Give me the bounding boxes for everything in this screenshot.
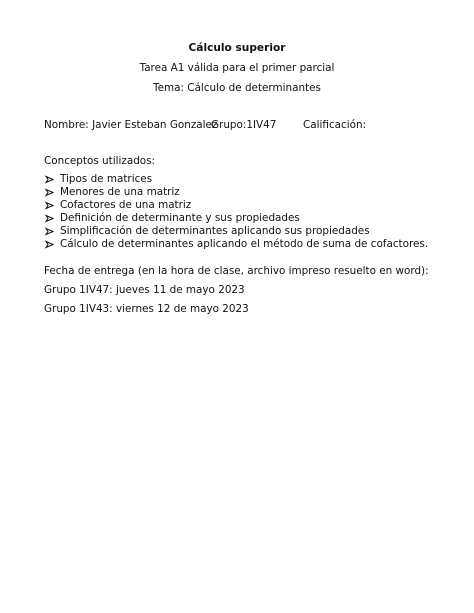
list-item-text: Menores de una matriz	[60, 186, 180, 198]
arrow-bullet-icon	[44, 173, 56, 186]
student-name: Nombre: Javier Esteban Gonzalez	[44, 119, 218, 131]
document-title: Cálculo superior	[188, 42, 286, 54]
delivery-date-group-1iv43: Grupo 1IV43: viernes 12 de mayo 2023	[44, 303, 249, 315]
list-item-text: Tipos de matrices	[60, 173, 153, 185]
grade-label: Calificación:	[303, 119, 367, 131]
concepts-list	[44, 173, 428, 251]
list-item-text: Simplificación de determinantes aplicando sus propiedades	[60, 225, 370, 237]
list-item	[44, 225, 428, 238]
list-item	[44, 238, 428, 251]
list-item	[44, 186, 428, 199]
list-item	[44, 173, 428, 186]
concepts-heading: Conceptos utilizados:	[44, 155, 156, 167]
arrow-bullet-icon	[44, 212, 56, 225]
delivery-date-group-1iv47: Grupo 1IV47: jueves 11 de mayo 2023	[44, 284, 245, 296]
delivery-heading: Fecha de entrega (en la hora de clase, archivo impreso resuelto en word):	[44, 265, 429, 277]
list-item-text: Cálculo de determinantes aplicando el método de suma de cofactores.	[60, 238, 429, 250]
list-item	[44, 199, 428, 212]
arrow-bullet-icon	[44, 238, 56, 251]
list-item-text: Definición de determinante y sus propiedades	[60, 212, 300, 224]
student-info-row	[44, 119, 444, 133]
list-item-text: Cofactores de una matriz	[60, 199, 192, 211]
list-item	[44, 212, 428, 225]
arrow-bullet-icon	[44, 199, 56, 212]
student-group: Grupo:1IV47	[211, 119, 277, 131]
topic-subtitle: Tema: Cálculo de determinantes	[153, 82, 321, 94]
arrow-bullet-icon	[44, 186, 56, 199]
arrow-bullet-icon	[44, 225, 56, 238]
assignment-subtitle: Tarea A1 válida para el primer parcial	[139, 62, 335, 74]
